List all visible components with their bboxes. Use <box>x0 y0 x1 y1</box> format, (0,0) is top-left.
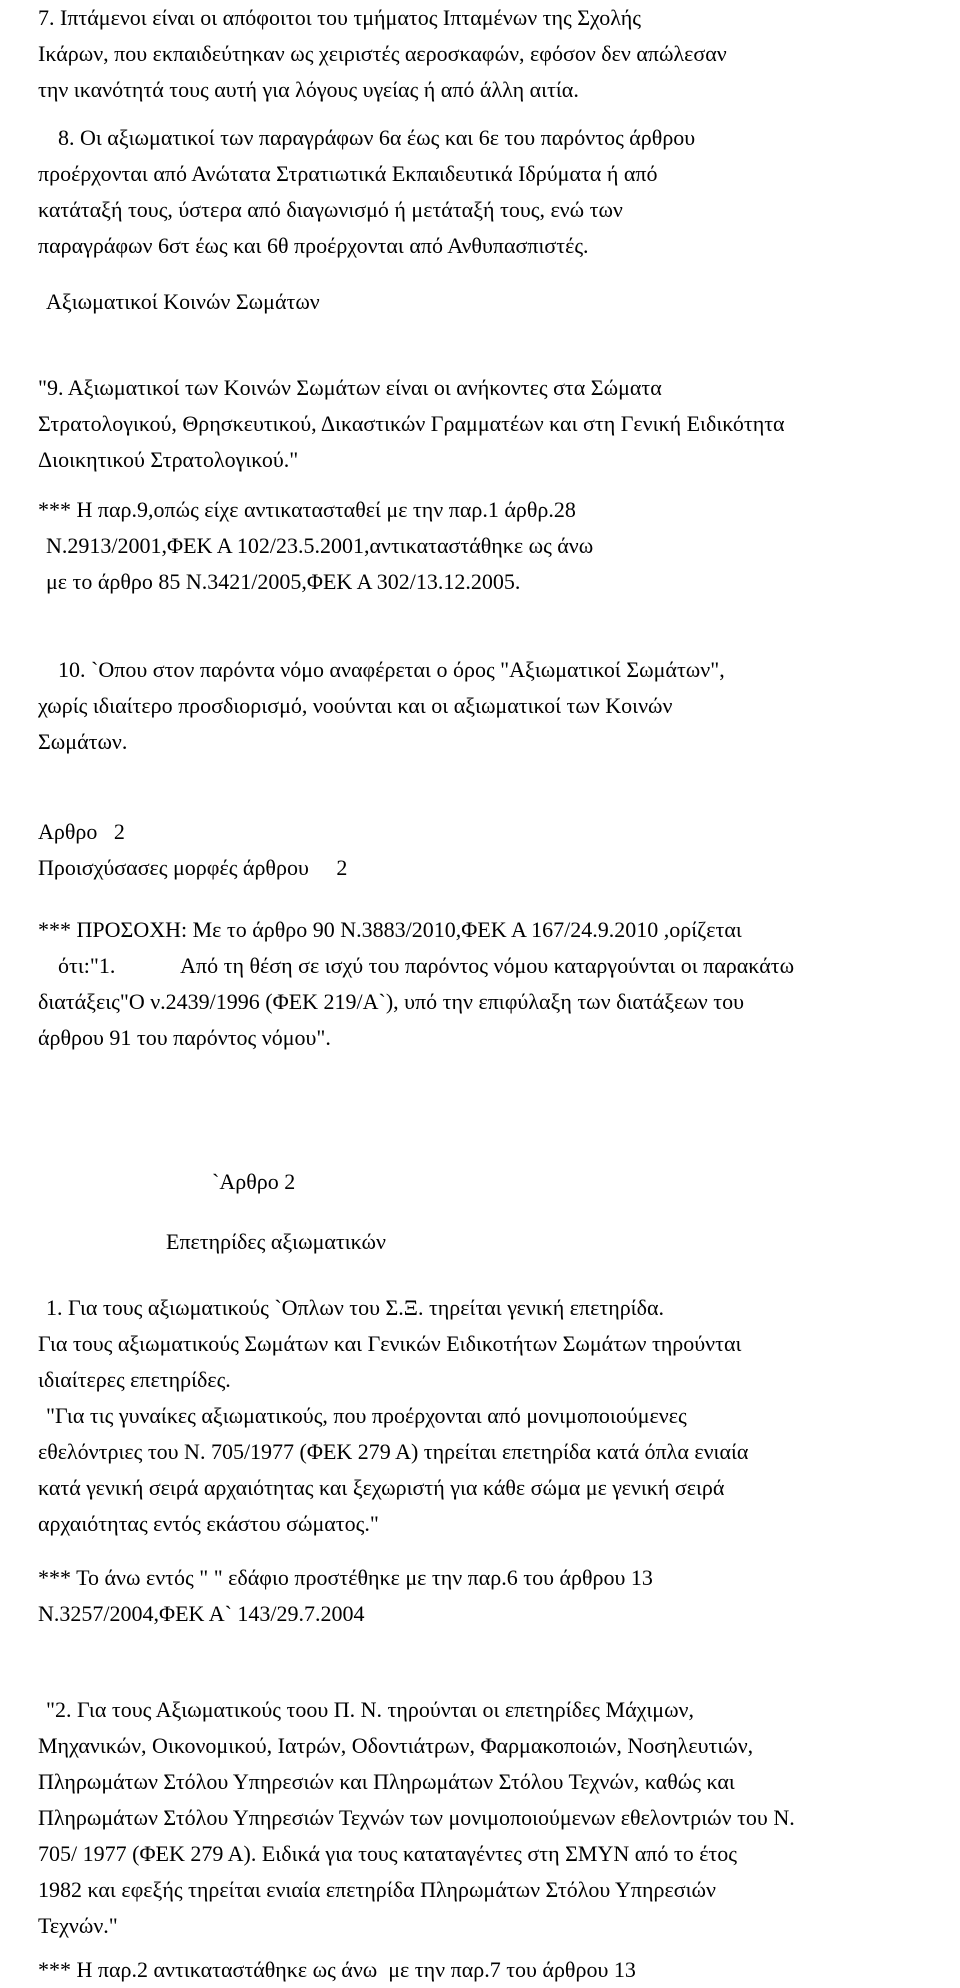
text-line: Πληρωμάτων Στόλου Υπηρεσιών Τεχνών των μονιμοποιούμενων εθελοντριών του Ν. <box>38 1805 795 1830</box>
note-line: διατάξεις"Ο ν.2439/1996 (ΦΕΚ 219/Α`), υπό την επιφύλαξη των διατάξεων του <box>38 989 744 1014</box>
text-line: 1. Για τους αξιωματικούς `Οπλων του Σ.Ξ. τηρείται γενική επετηρίδα. <box>46 1295 664 1320</box>
note-line: *** ΠΡΟΣΟΧΗ: Με το άρθρο 90 Ν.3883/2010,ΦΕΚ Α 167/24.9.2010 ,ορίζεται <box>38 917 742 942</box>
text-line: ιδιαίτερες επετηρίδες. <box>38 1367 231 1392</box>
text-line: "9. Αξιωματικοί των Κοινών Σωμάτων είναι οι ανήκοντες στα Σώματα <box>38 375 662 400</box>
note-line: με το άρθρο 85 Ν.3421/2005,ΦΕΚ Α 302/13.12.2005. <box>46 569 521 594</box>
note-line: Ν.3257/2004,ΦΕΚ Α` 143/29.7.2004 <box>38 1601 365 1626</box>
article-subheading: Προισχύσασες μορφές άρθρου 2 <box>38 855 348 880</box>
text-line: 8. Οι αξιωματικοί των παραγράφων 6α έως και 6ε του παρόντος άρθρου <box>58 125 696 150</box>
text-line: εθελόντριες του Ν. 705/1977 (ΦΕΚ 279 Α) τηρείται επετηρίδα κατά όπλα ενιαία <box>38 1439 749 1464</box>
text-line: 705/ 1977 (ΦΕΚ 279 Α). Ειδικά για τους καταταγέντες στη ΣΜΥΝ από το έτος <box>38 1841 737 1866</box>
text-line: "Για τις γυναίκες αξιωματικούς, που προέρχονται από μονιμοποιούμενες <box>46 1403 687 1428</box>
text-line: Για τους αξιωματικούς Σωμάτων και Γενικών Ειδικοτήτων Σωμάτων τηρούνται <box>38 1331 742 1356</box>
note-line: *** Η παρ.9,οπώς είχε αντικατασταθεί με την παρ.1 άρθρ.28 <box>38 497 576 522</box>
text-line: αρχαιότητας εντός εκάστου σώματος." <box>38 1511 379 1536</box>
text-line: χωρίς ιδιαίτερο προσδιορισμό, νοούνται και οι αξιωματικοί των Κοινών <box>38 693 673 718</box>
text-line: "2. Για τους Αξιωματικούς τοου Π. Ν. τηρούνται οι επετηρίδες Μάχιμων, <box>46 1697 695 1722</box>
text-line: 7. Ιπτάμενοι είναι οι απόφοιτοι του τμήματος Ιπταμένων της Σχολής <box>38 5 641 30</box>
note-line: άρθρου 91 του παρόντος νόμου". <box>38 1025 331 1050</box>
text-line: παραγράφων 6στ έως και 6θ προέρχονται από Ανθυπασπιστές. <box>38 233 589 258</box>
text-line: Στρατολογικού, Θρησκευτικού, Δικαστικών Γραμματέων και στη Γενική Ειδικότητα <box>38 411 785 436</box>
text-line: Διοικητικού Στρατολογικού." <box>38 447 299 472</box>
text-line: κατά γενική σειρά αρχαιότητας και ξεχωριστή για κάθε σώμα με γενική σειρά <box>38 1475 725 1500</box>
note-line: *** Το άνω εντός " " εδάφιο προστέθηκε με την παρ.6 του άρθρου 13 <box>38 1565 653 1590</box>
text-line: 10. `Οπου στον παρόντα νόμο αναφέρεται ο όρος "Αξιωματικοί Σωμάτων", <box>58 657 725 682</box>
text-line: την ικανότητά τους αυτή για λόγους υγείας ή από άλλη αιτία. <box>38 77 579 102</box>
text-line: Μηχανικών, Οικονομικού, Ιατρών, Οδοντιάτρων, Φαρμακοποιών, Νοσηλευτιών, <box>38 1733 754 1758</box>
note-line: ότι:"1. Από τη θέση σε ισχύ του παρόντος νόμου καταργούνται οι παρακάτω <box>58 953 795 978</box>
note-line: Ν.2913/2001,ΦΕΚ Α 102/23.5.2001,αντικαταστάθηκε ως άνω <box>46 533 594 558</box>
text-line: Σωμάτων. <box>38 729 128 754</box>
text-line: κατάταξή τους, ύστερα από διαγωνισμό ή μετάταξή τους, ενώ των <box>38 197 623 222</box>
article-subheading: Επετηρίδες αξιωματικών <box>166 1229 386 1254</box>
text-line: Ικάρων, που εκπαιδεύτηκαν ως χειριστές αεροσκαφών, εφόσον δεν απώλεσαν <box>38 41 727 66</box>
text-line: 1982 και εφεξής τηρείται ενιαία επετηρίδα Πληρωμάτων Στόλου Υπηρεσιών <box>38 1877 716 1902</box>
article-heading: Αρθρο 2 <box>38 819 125 844</box>
article-heading: `Αρθρο 2 <box>212 1169 296 1194</box>
text-line: προέρχονται από Ανώτατα Στρατιωτικά Εκπαιδευτικά Ιδρύματα ή από <box>38 161 658 186</box>
text-line: Τεχνών." <box>38 1913 118 1938</box>
note-line: *** Η παρ.2 αντικαταστάθηκε ως άνω με την παρ.7 του άρθρου 13 <box>38 1957 636 1982</box>
section-heading: Αξιωματικοί Κοινών Σωμάτων <box>46 289 320 314</box>
text-line: Πληρωμάτων Στόλου Υπηρεσιών και Πληρωμάτων Στόλου Τεχνών, καθώς και <box>38 1769 735 1794</box>
